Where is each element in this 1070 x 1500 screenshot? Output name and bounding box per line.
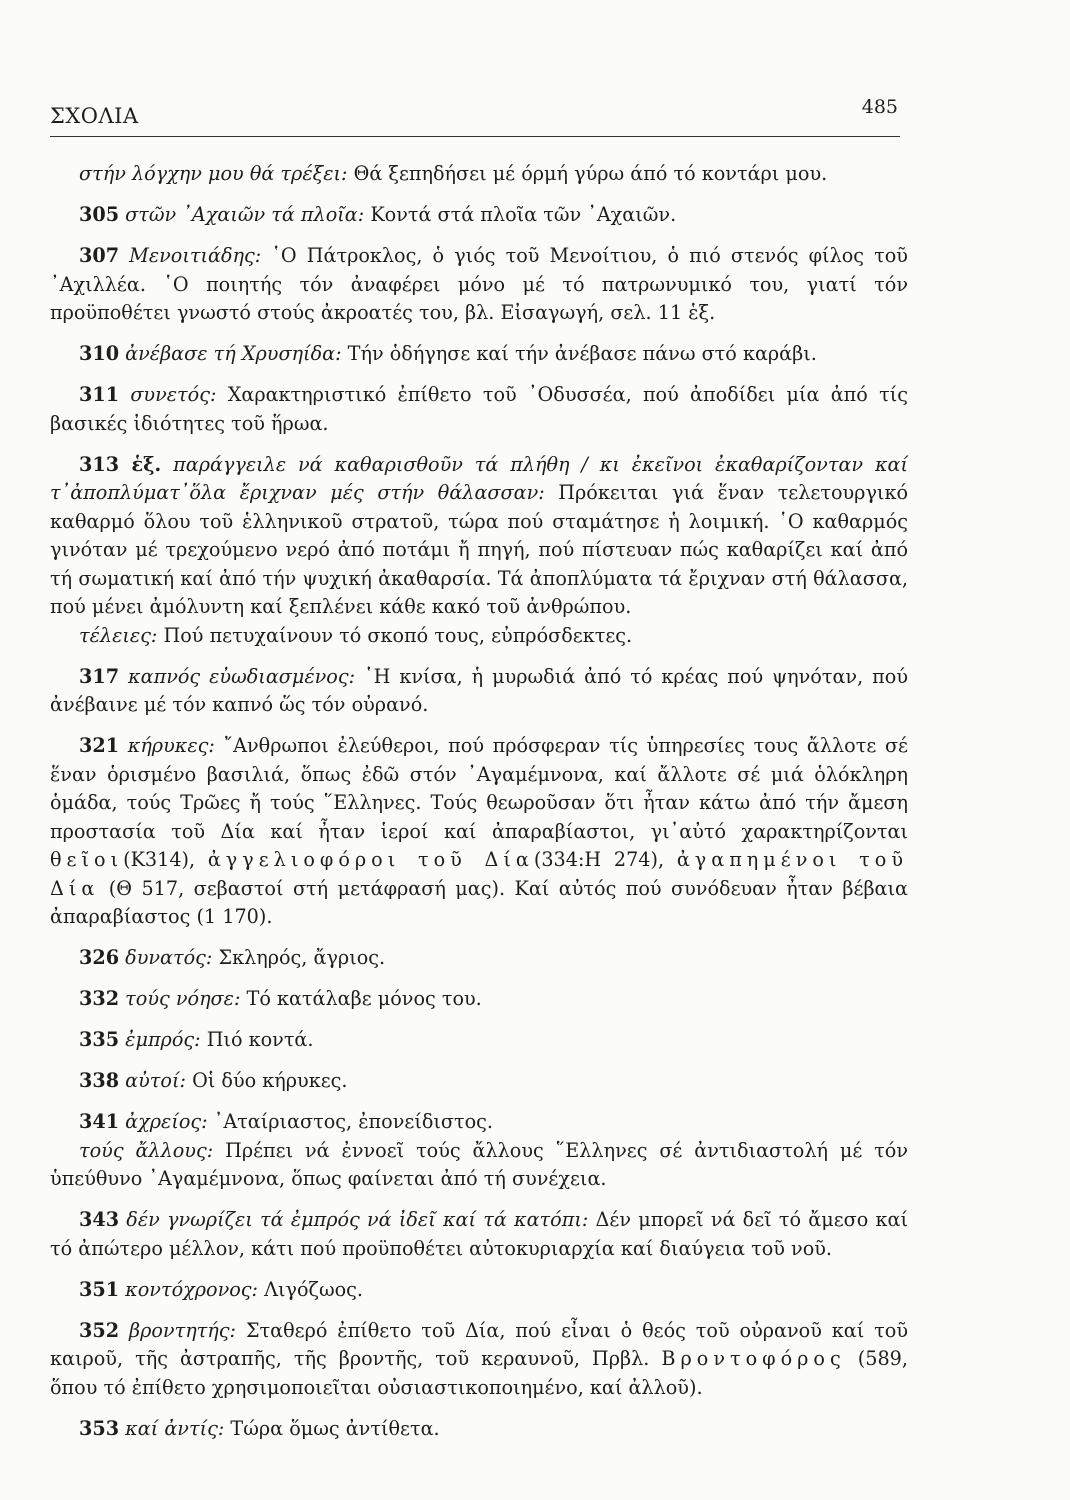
- gloss: Κοντά στά πλοῖα τῶν ᾿Αχαιῶν.: [370, 203, 677, 226]
- gloss: Θά ξεπηδήσει μέ όρμή γύρω άπό τό κοντάρι μου.: [353, 162, 828, 185]
- lemma: αὐτοί:: [125, 1069, 186, 1092]
- lemma: ἀχρείος:: [125, 1110, 208, 1133]
- verse-number: 338: [79, 1069, 120, 1092]
- commentary-entry: [50, 622, 908, 651]
- gloss: Δέν μπορεῖ νά δεῖ τό ἄμεσο καί τό ἀπώτερο μέλλον, κάτι πού προϋποθέτει αὐτοκυριαρχία καί διαύγεια τοῦ νοῦ.: [50, 1208, 908, 1260]
- gloss: ᾿Αταίριαστος, ἐπονείδιστος.: [213, 1110, 494, 1133]
- gloss: ῾Ο Πάτροκλος, ὁ γιός τοῦ Μενοίτιου, ὁ πιό στενός φίλος τοῦ ᾿Αχιλλέα. ῾Ο ποιητής τόν ἀναφέρει μόνο μέ τό πατρωνυμικό του, γιατί τόν προϋποθέτει γνωστό στούς ἀκροατές του, βλ. Εἰσαγωγή, σελ. 11 ἑξ.: [50, 244, 908, 324]
- epithet: Βροντοφόρος: [661, 1347, 846, 1370]
- gloss: Σταθερό ἐπίθετο τοῦ Δία, πού εἶναι ὁ θεός τοῦ οὐρανοῦ καί τοῦ καιροῦ, τῆς ἀστραπῆς, τῆς βροντῆς, τοῦ κεραυνοῦ, Πρβλ.: [50, 1318, 909, 1370]
- commentary-entry: [50, 242, 908, 328]
- verse-number: 352: [79, 1318, 120, 1342]
- verse-number: 341: [79, 1110, 120, 1133]
- gloss: (Θ 517, σεβαστοί στή μετάφρασή μας). Καί αὐτός πού συνόδευαν ἦταν βέβαια ἀπαραβίαστος (1 170).: [50, 876, 908, 928]
- verse-number: 351: [79, 1277, 120, 1301]
- verse-number: 321: [79, 734, 120, 757]
- gloss: ῾Η κνίσα, ἡ μυρωδιά ἀπό τό κρέας πού ψηνόταν, πού ἀνέβαινε μέ τόν καπνό ὥς τόν οὐρανό.: [50, 664, 908, 716]
- commentary-entry: [50, 1276, 908, 1305]
- commentary-entry: [50, 732, 908, 932]
- section-title: ΣΧΟΛΙΑ: [50, 104, 139, 128]
- citation: (Κ314),: [123, 848, 196, 871]
- commentary-entry: [50, 663, 908, 720]
- commentary-entry: [50, 1067, 908, 1096]
- commentary-entry: [50, 201, 908, 230]
- gloss: Οἱ δύο κήρυκες.: [192, 1069, 348, 1092]
- gloss: Πρέπει νά ἐννοεῖ τούς ἄλλους ῞Ελληνες σέ ἀντιδιαστολή μέ τόν ὑπεύθυνο ᾿Αγαμέμνονα, ὅπως φαίνεται ἀπό τή συνέχεια.: [50, 1138, 909, 1190]
- lemma: τέλειες:: [79, 623, 158, 647]
- verse-number: 313 ἑξ.: [79, 452, 162, 476]
- lemma: κοντόχρονος:: [125, 1277, 259, 1301]
- epithet: ἀγαπημένοι τοῦ Δία: [50, 848, 908, 900]
- gloss: Πιό κοντά.: [206, 1028, 314, 1051]
- commentary-entry: [50, 340, 908, 369]
- running-header: [50, 96, 900, 137]
- lemma: κήρυκες:: [127, 734, 215, 757]
- commentary-entry: [50, 985, 908, 1014]
- verse-number: 332: [79, 987, 120, 1010]
- lemma: συνετός:: [130, 383, 217, 406]
- commentary-entry: [50, 1108, 908, 1137]
- verse-number: 317: [79, 664, 120, 688]
- epithet: θεῖοι: [50, 848, 124, 871]
- gloss: Σκληρός, ἄγριος.: [218, 946, 386, 969]
- gloss: Πρόκειται γιά ἕναν τελετουργικό καθαρμό ὅλου τοῦ ἑλληνικοῦ στρατοῦ, τώρα πού σταμάτησε ἡ λοιμική. ῾Ο καθαρμός γινόταν μέ τρεχούμενο νερό ἀπό ποτάμι ἤ πηγή, πού πίστευαν πώς καθαρίζει καί ἀπό τή σωματική καί ἀπό τήν ψυχική ἀκαθαρσία. Τά ἀποπλύματα τά ἔριχναν στή θάλασσα, πού μένει ἀμόλυντη καί ξεπλένει κάθε κακό τοῦ ἀνθρώπου.: [50, 481, 908, 618]
- verse-number: 353: [79, 1416, 120, 1440]
- gloss: Λιγόζωος.: [264, 1277, 363, 1301]
- commentary-body: [50, 160, 908, 1456]
- gloss: Τήν ὁδήγησε καί τήν ἀνέβασε πάνω στό καράβι.: [347, 342, 817, 365]
- citation: (334:Η 274),: [533, 848, 665, 871]
- commentary-entry: [50, 1026, 908, 1055]
- epithet: ἀγγελιοφόροι τοῦ Δία: [207, 848, 534, 871]
- lemma: στῶν ᾿Αχαιῶν τά πλοῖα:: [125, 203, 365, 226]
- verse-number: 307: [79, 244, 120, 267]
- lemma: Μενοιτιάδης:: [129, 244, 262, 267]
- commentary-entry: [50, 451, 908, 622]
- lemma: δυνατός:: [125, 946, 213, 969]
- gloss: (589, ὅπου τό ἐπίθετο χρησιμοποιεῖται οὐσιαστικοποιημένο, καί ἀλλοῦ).: [50, 1347, 908, 1399]
- lemma: στήν λόγχην μου θά τρέξει:: [79, 162, 348, 185]
- lemma: τούς ἄλλους:: [79, 1138, 214, 1162]
- commentary-entry: [50, 381, 908, 438]
- commentary-entry: [50, 160, 908, 189]
- gloss: Τό κατάλαβε μόνος του.: [246, 987, 482, 1010]
- lemma: ἐμπρός:: [125, 1028, 201, 1051]
- verse-number: 326: [79, 946, 120, 969]
- lemma: καπνός εὐωδιασμένος:: [128, 664, 356, 688]
- lemma: βροντητής:: [128, 1318, 237, 1342]
- verse-number: 310: [79, 342, 120, 365]
- commentary-entry: [50, 1206, 908, 1263]
- page-number: 485: [861, 96, 898, 118]
- verse-number: 335: [79, 1028, 120, 1051]
- gloss: ῎Ανθρωποι ἐλεύθεροι, πού πρόσφεραν τίς ὑπηρεσίες τους ἄλλοτε σέ ἕναν ὁρισμένο βασιλιά, ὅπως ἐδῶ στόν ᾿Αγαμέμνονα, καί ἄλλοτε σέ μιά ὁλόκληρη ὁμάδα, τούς Τρῶες ἤ τούς ῞Ελληνες. Τούς θεωροῦσαν ὅτι ἦταν κάτω ἀπό τήν ἄμεση προστασία τοῦ Δία καί ἦταν ἱεροί καί ἀπαραβίαστοι, γι᾿αὐτό χαρακτηρίζονται: [50, 734, 908, 843]
- lemma: ἀνέβασε τή Χρυσηίδα:: [125, 342, 342, 365]
- verse-number: 343: [79, 1208, 120, 1231]
- verse-number: 305: [79, 203, 120, 226]
- lemma: παράγγειλε νά καθαρισθοῦν τά πλήθη / κι ἐκεῖνοι ἐκαθαρίζονταν καί τ᾿ἀποπλύματ᾿ὅλα ἔριχναν μές στήν θάλασσαν:: [50, 452, 909, 504]
- gloss: Πού πετυχαίνουν τό σκοπό τους, εὐπρόσδεκτες.: [163, 623, 633, 647]
- verse-number: 311: [79, 383, 120, 406]
- commentary-entry: [50, 1317, 908, 1403]
- commentary-entry: [50, 1137, 908, 1194]
- gloss: Χαρακτηριστικό ἐπίθετο τοῦ ᾿Οδυσσέα, πού ἀποδίδει μία ἀπό τίς βασικές ἰδιότητες τοῦ ἥρωα.: [50, 383, 908, 435]
- lemma: καί ἀντίς:: [125, 1416, 225, 1440]
- lemma: δέν γνωρίζει τά ἐμπρός νά ἰδεῖ καί τά κατόπι:: [126, 1208, 589, 1231]
- commentary-entry: [50, 1415, 908, 1444]
- lemma: τούς νόησε:: [125, 987, 241, 1010]
- commentary-entry: [50, 944, 908, 973]
- gloss: Τώρα ὅμως ἀντίθετα.: [230, 1416, 440, 1440]
